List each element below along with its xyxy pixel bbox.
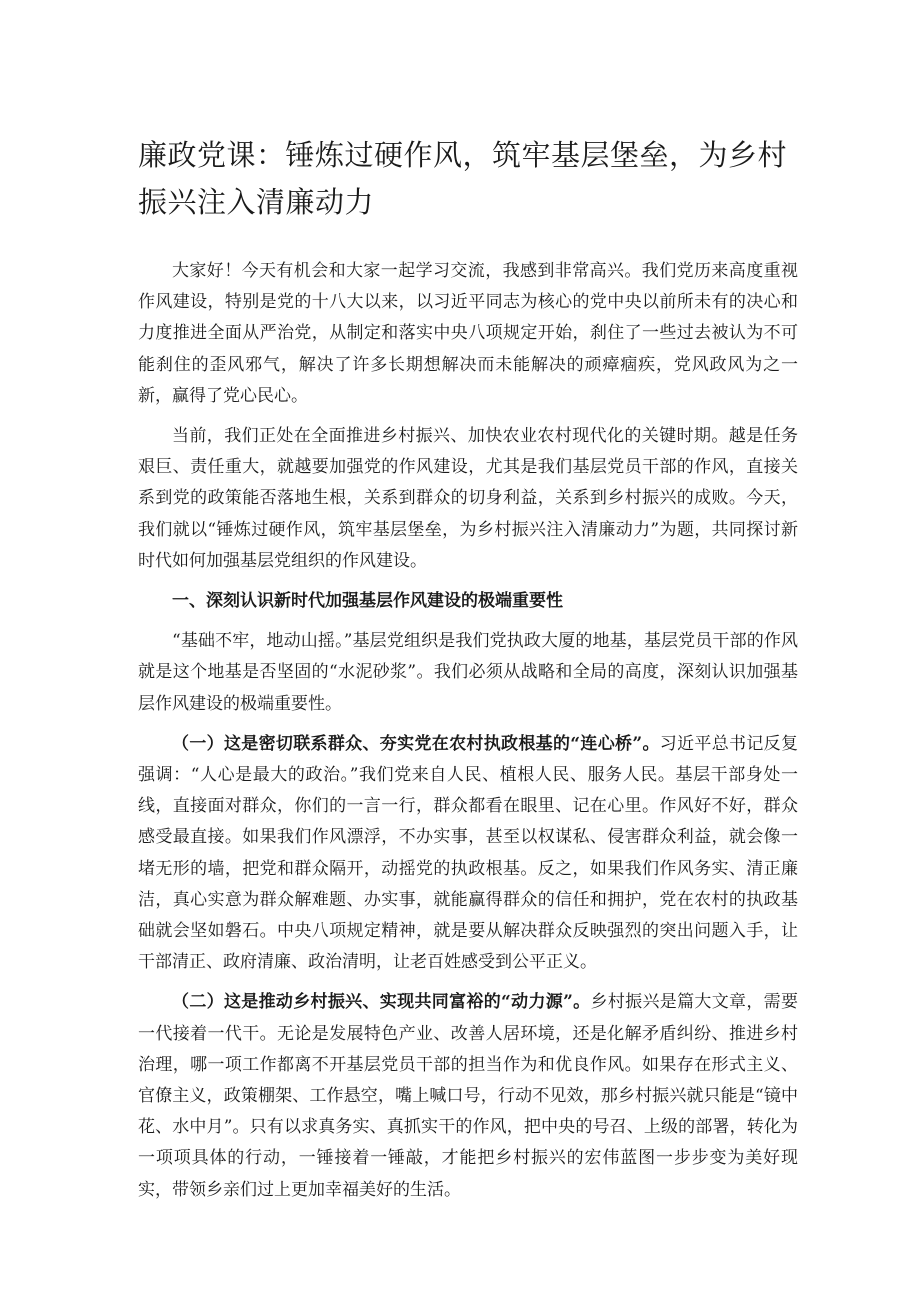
document-title: 廉政党课：锤炼过硬作风，筑牢基层堡垒，为乡村振兴注入清廉动力 (138, 138, 788, 219)
intro-paragraph-1: 大家好！今天有机会和大家一起学习交流，我感到非常高兴。我们党历来高度重视作风建设，特别是党的十八大以来，以习近平同志为核心的党中央以前所未有的决心和力度推进全面从严治党，从制定和落实中央八项规定开始，刹住了一些过去被认为不可能刹住的歪风邪气，解决了许多长期想解决而未能解决的顽瘴痼疾，党风政风为之一新，赢得了党心民心。 (138, 261, 798, 406)
intro-paragraph-2: 当前，我们正处在全面推进乡村振兴、加快农业农村现代化的关键时期。越是任务艰巨、责任重大，就越要加强党的作风建设，尤其是我们基层党员干部的作风，直接关系到党的政策能否落地生根，关系到群众的切身利益，关系到乡村振兴的成败。今天，我们就以“锤炼过硬作风，筑牢基层堡垒，为乡村振兴注入清廉动力”为题，共同探讨新时代如何加强基层党组织的作风建设。 (138, 426, 798, 571)
point-2-paragraph (138, 987, 798, 1205)
section-1-heading: 一、深刻认识新时代加强基层作风建设的极端重要性 (172, 591, 563, 612)
section-1-paragraph: “基础不牢，地动山摇。”基层党组织是我们党执政大厦的地基，基层党员干部的作风就是这个地基是否坚固的“水泥砂浆”。我们必须从战略和全局的高度，深刻认识加强基层作风建设的极端重要性。 (138, 631, 798, 714)
point-2-lead: （二）这是推动乡村振兴、实现共同富裕的“动力源”。 (172, 992, 591, 1013)
point-1-paragraph (138, 729, 798, 979)
point-1-body: 习近平总书记反复强调：“人心是最大的政治。”我们党来自人民、植根人民、服务人民。基层干部身处一线，直接面对群众，你们的一言一行，群众都看在眼里、记在心里。作风好不好，群众感受最直接。如果我们作风漂浮，不办实事，甚至以权谋私、侵害群众利益，就会像一堵无形的墙，把党和群众隔开，动摇党的执政根基。反之，如果我们作风务实、清正廉洁，真心实意为群众解难题、办实事，就能赢得群众的信任和拥护，党在农村的执政基础就会坚如磐石。中央八项规定精神，就是要从解决群众反映强烈的突出问题入手，让干部清正、政府清廉、政治清明，让老百姓感受到公平正义。 (138, 733, 799, 973)
document-page (138, 132, 798, 1215)
point-2-body: 乡村振兴是篇大文章，需要一代接着一代干。无论是发展特色产业、改善人居环境，还是化解矛盾纠纷、推进乡村治理，哪一项工作都离不开基层党员干部的担当作为和优良作风。如果存在形式主义、官僚主义，政策棚架、工作悬空，嘴上喊口号，行动不见效，那乡村振兴就只能是“镜中花、水中月”。只有以求真务实、真抓实干的作风，把中央的号召、上级的部署，转化为一项项具体的行动，一锤接着一锤敲，才能把乡村振兴的宏伟蓝图一步步变为美好现实，带领乡亲们过上更加幸福美好的生活。 (138, 992, 798, 1200)
point-1-lead: （一）这是密切联系群众、夯实党在农村执政根基的“连心桥”。 (172, 733, 660, 754)
